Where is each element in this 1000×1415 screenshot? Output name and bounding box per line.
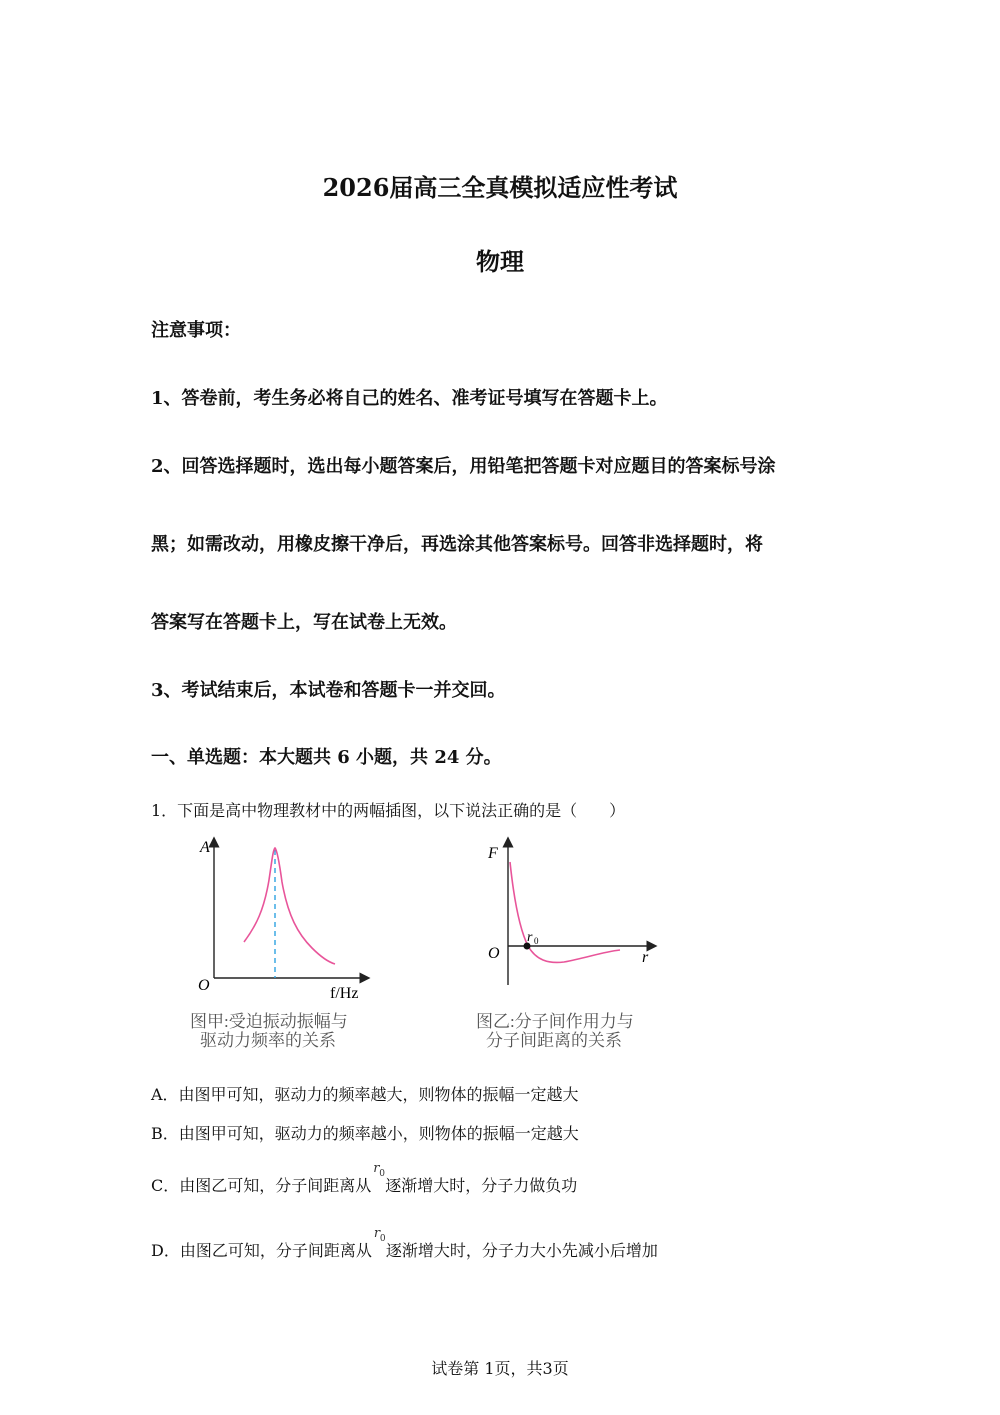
notes-item-1: 1、答卷前，考生务必将自己的姓名、准考证号填写在答题卡上。 [151,388,668,409]
figure-resonance [180,830,390,1055]
notes-heading: 注意事项： [151,320,241,341]
figure-b-r0-label: r [527,930,533,945]
figure-b-origin: O [488,945,500,962]
figure-a-curve [244,848,335,964]
option-d-r0-sub: 0 [379,1234,386,1244]
exam-title: 2026届高三全真模拟适应性考试 [322,173,678,202]
option-d-r0-symbol: r [373,1226,381,1241]
option-d-text-after: 逐渐增大时，分子力大小先减小后增加 [385,1241,658,1260]
page-footer: 试卷第 1页，共3页 [431,1359,569,1378]
option-d-text-before: D．由图乙可知，分子间距离从 [151,1241,372,1260]
notes-item-3: 3、考试结束后，本试卷和答题卡一并交回。 [151,680,506,701]
option-c-r0-symbol: r [373,1161,380,1176]
option-d [151,1226,658,1261]
figure-a-origin: O [198,977,210,994]
figure-b-r0-sub: 0 [534,936,539,946]
option-a: A．由图甲可知，驱动力的频率越大，则物体的振幅一定越大 [151,1085,579,1104]
option-c-r0 [371,1161,385,1191]
option-c-r0-sub: 0 [379,1169,385,1179]
figure-a-x-label: f/Hz [330,985,359,1002]
section-heading: 一、单选题：本大题共 6 小题，共 24 分。 [151,747,502,768]
exam-subject: 物理 [476,247,524,276]
notes-item-2-line-1: 2、回答选择题时，选出每小题答案后，用铅笔把答题卡对应题目的答案标号涂 [151,456,776,477]
figure-molecular-force [470,830,680,1055]
figure-a-caption-1: 图甲:受迫振动振幅与 [190,1012,348,1031]
figure-b-y-label: F [488,845,498,862]
option-c [151,1161,578,1196]
notes-item-2-line-2: 黑；如需改动，用橡皮擦干净后，再选涂其他答案标号。回答非选择题时，将 [151,534,763,555]
option-d-r0 [372,1226,386,1256]
option-c-text-after: 逐渐增大时，分子力做负功 [385,1176,578,1195]
notes-item-2-line-3: 答案写在答题卡上，写在试卷上无效。 [151,612,457,633]
figure-a-caption-2: 驱动力频率的关系 [200,1031,336,1050]
figure-a-y-label: A [200,839,210,856]
question-1-stem: 1．下面是高中物理教材中的两幅插图，以下说法正确的是（ ） [151,801,626,820]
option-b: B．由图甲可知，驱动力的频率越小，则物体的振幅一定越大 [151,1124,579,1143]
option-c-text-before: C．由图乙可知，分子间距离从 [151,1176,372,1195]
figure-b-x-label: r [642,949,649,966]
figure-b-caption-2: 分子间距离的关系 [486,1031,622,1050]
figure-b-caption-1: 图乙:分子间作用力与 [476,1012,634,1031]
